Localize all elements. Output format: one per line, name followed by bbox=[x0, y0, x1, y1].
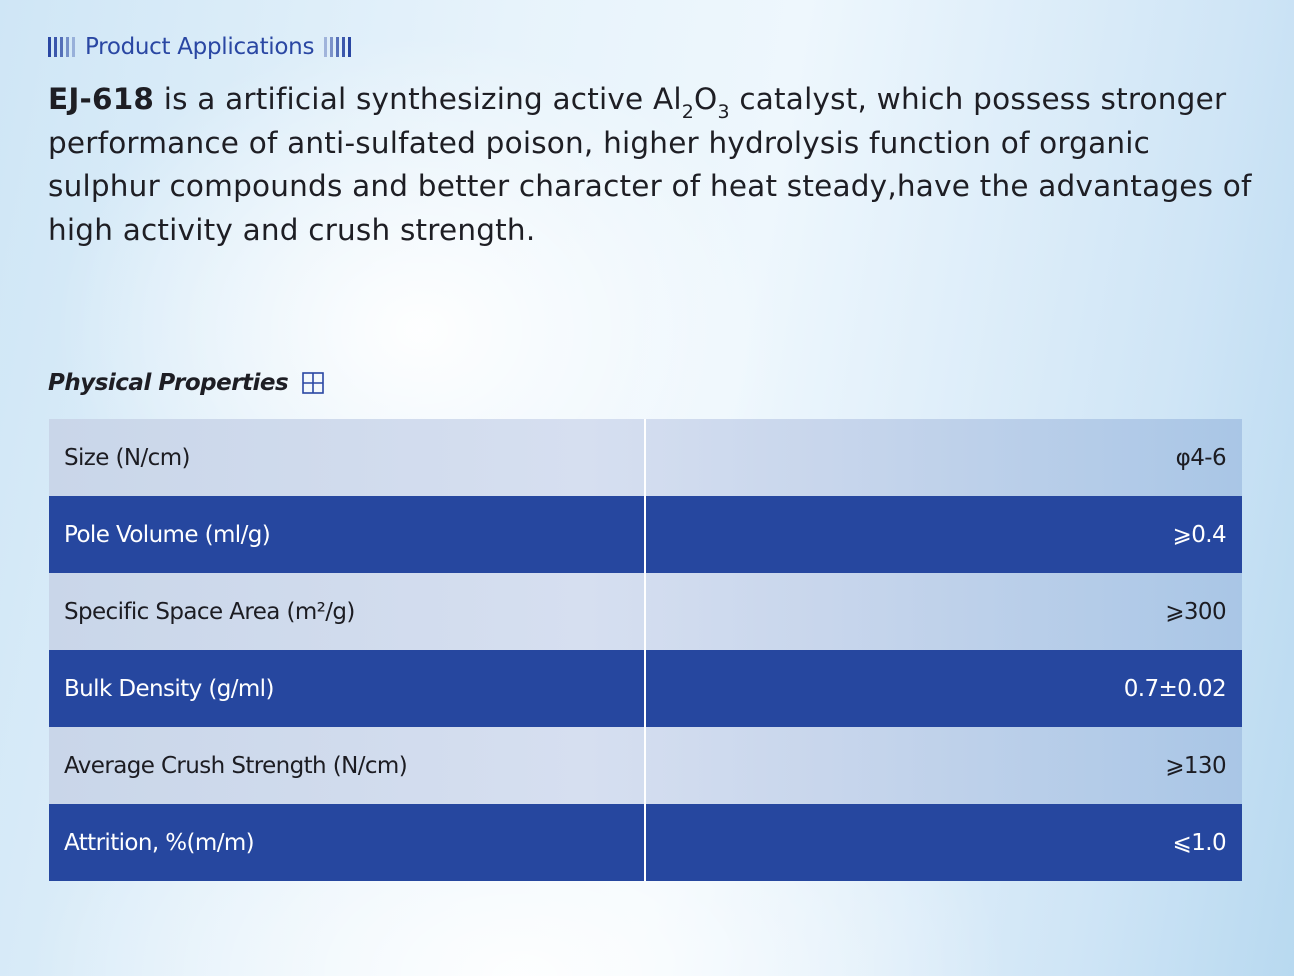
property-value: ⩾130 bbox=[1165, 752, 1226, 779]
property-value: φ4-6 bbox=[1175, 444, 1226, 471]
table-row bbox=[49, 650, 1242, 727]
section-title bbox=[48, 30, 351, 64]
intro-paragraph bbox=[48, 78, 1258, 252]
property-label: Size (N/cm) bbox=[64, 444, 190, 471]
property-value: ⩽1.0 bbox=[1172, 829, 1226, 856]
table-row bbox=[49, 727, 1242, 804]
grid-icon bbox=[302, 372, 324, 394]
table-row bbox=[49, 496, 1242, 573]
decorative-bars-right-icon bbox=[324, 37, 351, 57]
physical-properties-table bbox=[49, 419, 1242, 881]
intro-text-after-formula: catalyst, which possess stronger performance of anti-sulfated poison, higher hydrolysis function of organic sulphur compounds and better character of heat steady,have the advantages of high activity and crush strength. bbox=[48, 82, 1252, 247]
property-label: Average Crush Strength (N/cm) bbox=[64, 752, 408, 779]
formula-subscript-o: 3 bbox=[717, 101, 730, 123]
formula-subscript-al: 2 bbox=[681, 101, 695, 123]
formula-oxygen: O bbox=[694, 82, 718, 116]
property-label: Bulk Density (g/ml) bbox=[64, 675, 274, 702]
physical-properties-heading bbox=[48, 370, 324, 396]
decorative-bars-left-icon bbox=[48, 37, 75, 57]
property-label: Specific Space Area (m²/g) bbox=[64, 598, 355, 625]
property-label: Attrition, %(m/m) bbox=[64, 829, 255, 856]
intro-text-before-formula: is a artificial synthesizing active Al bbox=[154, 82, 682, 116]
property-value: ⩾300 bbox=[1165, 598, 1226, 625]
physical-properties-title: Physical Properties bbox=[48, 370, 289, 396]
property-label: Pole Volume (ml/g) bbox=[64, 521, 271, 548]
table-row bbox=[49, 419, 1242, 496]
table-row bbox=[49, 804, 1242, 881]
property-value: 0.7±0.02 bbox=[1123, 675, 1226, 702]
product-code: EJ-618 bbox=[48, 82, 155, 116]
section-title-text: Product Applications bbox=[85, 34, 315, 60]
property-value: ⩾0.4 bbox=[1172, 521, 1226, 548]
table-row bbox=[49, 573, 1242, 650]
